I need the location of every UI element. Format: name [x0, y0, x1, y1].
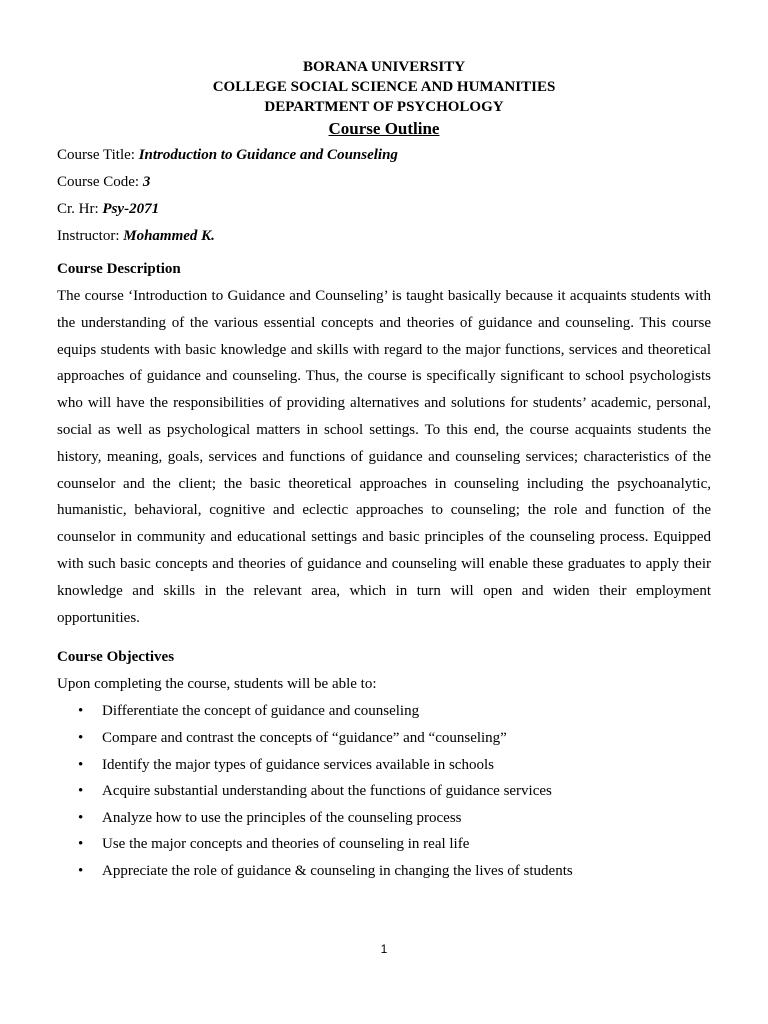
list-item — [57, 778, 711, 805]
course-code-label: Course Code: — [57, 174, 143, 190]
bullet-icon: • — [78, 862, 84, 879]
list-item — [57, 831, 711, 858]
bullet-icon: • — [78, 703, 84, 720]
bullet-icon: • — [78, 783, 84, 800]
credit-hour-line — [57, 196, 711, 223]
instructor-value: Mohammed K. — [123, 228, 215, 244]
objectives-heading: Course Objectives — [57, 649, 175, 666]
college-name: COLLEGE SOCIAL SCIENCE AND HUMANITIES — [212, 79, 556, 95]
course-code-value: 3 — [142, 174, 151, 190]
course-code-line — [57, 169, 711, 196]
document-title: Course Outline — [328, 119, 440, 138]
objective-text: Appreciate the role of guidance & counseling in changing the lives of students — [102, 862, 573, 879]
university-name: BORANA UNIVERSITY — [302, 59, 466, 75]
objective-text: Differentiate the concept of guidance and counseling — [102, 703, 420, 720]
document-page — [57, 57, 711, 885]
list-item — [57, 858, 711, 885]
instructor-line — [57, 223, 711, 250]
objectives-intro: Upon completing the course, students will be able to: — [57, 676, 377, 693]
credit-hour-label: Cr. Hr: — [57, 201, 103, 217]
description-paragraph: The course ‘Introduction to Guidance and Counseling’ is taught basically because it acquaints students with the understanding of the various essential concepts and theories of guidance and counseling. This course equips students with basic knowledge and skills with regard to the major functions, services and theoretical approaches of guidance and counseling. Thus, the course is specifically significant to school psychologists who will have the responsibilities of providing alternatives and solutions for students’ academic, personal, social as well as psychological matters in school settings. To this end, the course acquaints students the history, meaning, goals, services and functions of guidance and counseling services; characteristics of the counselor and the client; the basic theoretical approaches in counseling including the psychoanalytic, humanistic, behavioral, cognitive and eclectic approaches to counseling; the role and function of the counselor in community and educational settings and basic principles of the counseling process. Equipped with such basic concepts and theories of guidance and counseling will enable these graduates to apply their knowledge and skills in the relevant area, which in turn will open and widen their employment opportunities. — [57, 288, 711, 626]
list-item — [57, 725, 711, 752]
objectives-list — [57, 698, 711, 884]
objective-text: Compare and contrast the concepts of “guidance” and “counseling” — [102, 729, 507, 746]
department-name: DEPARTMENT OF PSYCHOLOGY — [264, 99, 504, 115]
description-heading: Course Description — [57, 261, 181, 277]
objective-text: Analyze how to use the principles of the counseling process — [102, 809, 462, 826]
credit-hour-value: Psy-2071 — [102, 201, 160, 217]
bullet-icon: • — [78, 809, 84, 826]
list-item — [57, 752, 711, 779]
objective-text: Use the major concepts and theories of counseling in real life — [102, 836, 470, 853]
instructor-label: Instructor: — [57, 228, 124, 244]
bullet-icon: • — [78, 756, 84, 773]
course-title-line — [57, 142, 711, 169]
objective-text: Acquire substantial understanding about the functions of guidance services — [102, 783, 552, 800]
course-title-label: Course Title: — [57, 147, 139, 163]
list-item — [57, 698, 711, 725]
page-number: 1 — [380, 942, 388, 956]
course-title-value: Introduction to Guidance and Counseling — [138, 147, 398, 163]
bullet-icon: • — [78, 836, 84, 853]
list-item — [57, 805, 711, 832]
bullet-icon: • — [78, 729, 84, 746]
objective-text: Identify the major types of guidance services available in schools — [102, 756, 494, 773]
